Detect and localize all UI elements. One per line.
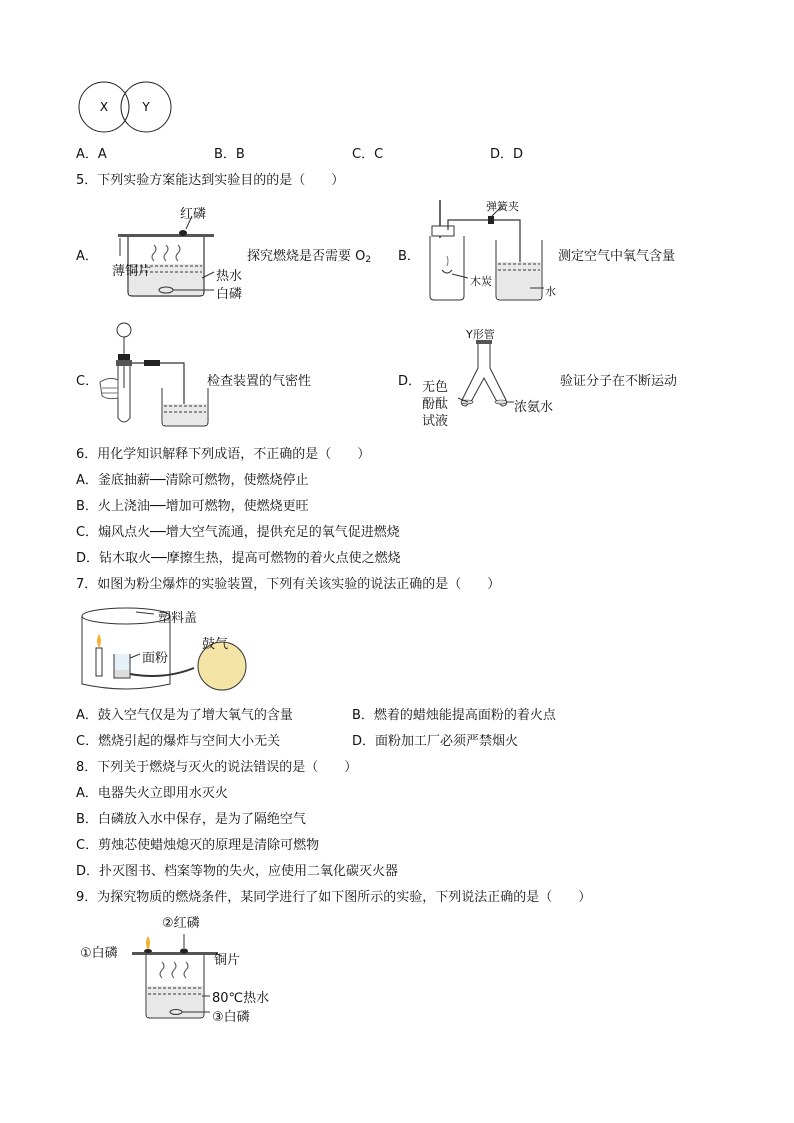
q5-b-label-charcoal: 木炭 [470, 275, 492, 288]
q4-option-c: C．C [352, 147, 384, 162]
ammonia-solution [495, 400, 507, 404]
q7-option-c: C．燃烧引起的爆炸与空间大小无关 [76, 734, 281, 749]
q7-label-lid: 塑料盖 [158, 611, 198, 626]
q5-stem: 5．下列实验方案能达到实验目的的是（ ） [76, 173, 345, 188]
steam-icon [152, 245, 156, 261]
flame-icon [146, 936, 150, 951]
q7-option-b: B．燃着的蜡烛能提高面粉的着火点 [352, 708, 556, 723]
funnel-bulb [117, 323, 131, 337]
venn-diagram [74, 80, 174, 134]
q7-stem: 7．如图为粉尘爆炸的实验装置，下列有关该实验的说法正确的是（ ） [76, 577, 501, 592]
flame-icon [97, 634, 101, 648]
q4-option-b: B．B [214, 147, 245, 162]
q9-stem: 9．为探究物质的燃烧条件，某同学进行了如下图所示的实验，下列说法正确的是（ ） [76, 890, 592, 905]
plastic-lid [82, 608, 170, 624]
q5-a-label-hot-water: 热水 [216, 269, 243, 284]
q6-option-a: A．釜底抽薪──清除可燃物，使燃烧停止 [76, 473, 309, 488]
gas-bottle [430, 236, 464, 300]
q4-option-d: D．D [490, 147, 524, 162]
q4-option-a: A．A [76, 147, 107, 162]
q5-c-apparatus [96, 318, 216, 430]
q5-b-letter: B． [398, 249, 420, 264]
q9-label-red-p2: ②红磷 [162, 916, 200, 931]
q5-c-desc: 检查装置的气密性 [207, 374, 312, 389]
stopper [432, 226, 454, 236]
q7-label-blow: 鼓气 [202, 637, 229, 652]
spring-clamp-icon [488, 216, 494, 224]
q6-option-d: D．钻木取火──摩擦生热，提高可燃物的着火点使之燃烧 [76, 551, 401, 566]
q5-d-desc: 验证分子在不断运动 [560, 374, 678, 389]
q6-option-c: C．煽风点火──增大空气流通，提供充足的氧气促进燃烧 [76, 525, 400, 540]
venn-label-x: X [99, 100, 109, 114]
q6-stem: 6．用化学知识解释下列成语，不正确的是（ ） [76, 447, 371, 462]
q5-d-label-phenol-3: 试液 [422, 414, 449, 429]
q5-a-label-copper: 薄铜片 [112, 264, 152, 279]
q8-option-c: C．剪烛芯使蜡烛熄灭的原理是清除可燃物 [76, 838, 320, 853]
candle [96, 648, 102, 676]
copper-plate [118, 234, 214, 237]
red-phosphorus-dot [179, 230, 187, 236]
q7-option-d: D．面粉加工厂必须严禁烟火 [352, 734, 519, 749]
y-tube [462, 342, 507, 406]
q5-d-label-tube: Y形管 [466, 328, 495, 341]
q5-d-label-phenol-2: 酚酞 [422, 397, 449, 412]
q5-b-label-clamp: 弹簧夹 [486, 200, 519, 213]
q7-option-a: A．鼓入空气仅是为了增大氧气的含量 [76, 708, 293, 723]
q5-d-label-ammonia: 浓氨水 [514, 400, 554, 415]
red-phosphorus-dot [180, 949, 188, 954]
q5-a-label-white-p: 白磷 [216, 287, 243, 302]
q8-option-b: B．白磷放入水中保存，是为了隔绝空气 [76, 812, 306, 827]
stopcock [118, 354, 130, 360]
q5-d-label-phenol-1: 无色 [422, 380, 449, 395]
venn-label-y: Y [142, 100, 150, 114]
q5-b-label-water: 水 [545, 285, 556, 298]
q9-label-white-p3: ③白磷 [212, 1010, 250, 1025]
air-tube [130, 668, 194, 676]
q8-option-d: D．扑灭图书、档案等物的失火，应使用二氧化碳灭火器 [76, 864, 399, 879]
q5-a-label-red-p: 红磷 [180, 207, 207, 222]
hand-icon [100, 378, 118, 398]
q5-a-letter: A． [76, 249, 98, 264]
q5-d-letter: D． [398, 374, 422, 389]
q8-option-a: A．电器失火立即用水灭火 [76, 786, 228, 801]
q5-a-desc: 探究燃烧是否需要 $O_2$ [247, 249, 372, 265]
water-b [497, 262, 541, 299]
copper-plate-q9 [132, 952, 218, 955]
q9-label-hot-water: 80℃热水 [212, 991, 270, 1006]
q6-option-b: B．火上浇油──增加可燃物，使燃烧更旺 [76, 499, 309, 514]
combustion-spoon [442, 270, 452, 273]
q5-b-desc: 测定空气中氧气含量 [558, 249, 676, 264]
q8-stem: 8．下列关于燃烧与灭火的说法错误的是（ ） [76, 760, 358, 775]
q5-c-letter: C． [76, 374, 99, 389]
q7-label-flour: 面粉 [142, 651, 169, 666]
q9-label-white-p1: ①白磷 [80, 946, 118, 961]
q9-label-copper: 铜片 [214, 953, 241, 968]
